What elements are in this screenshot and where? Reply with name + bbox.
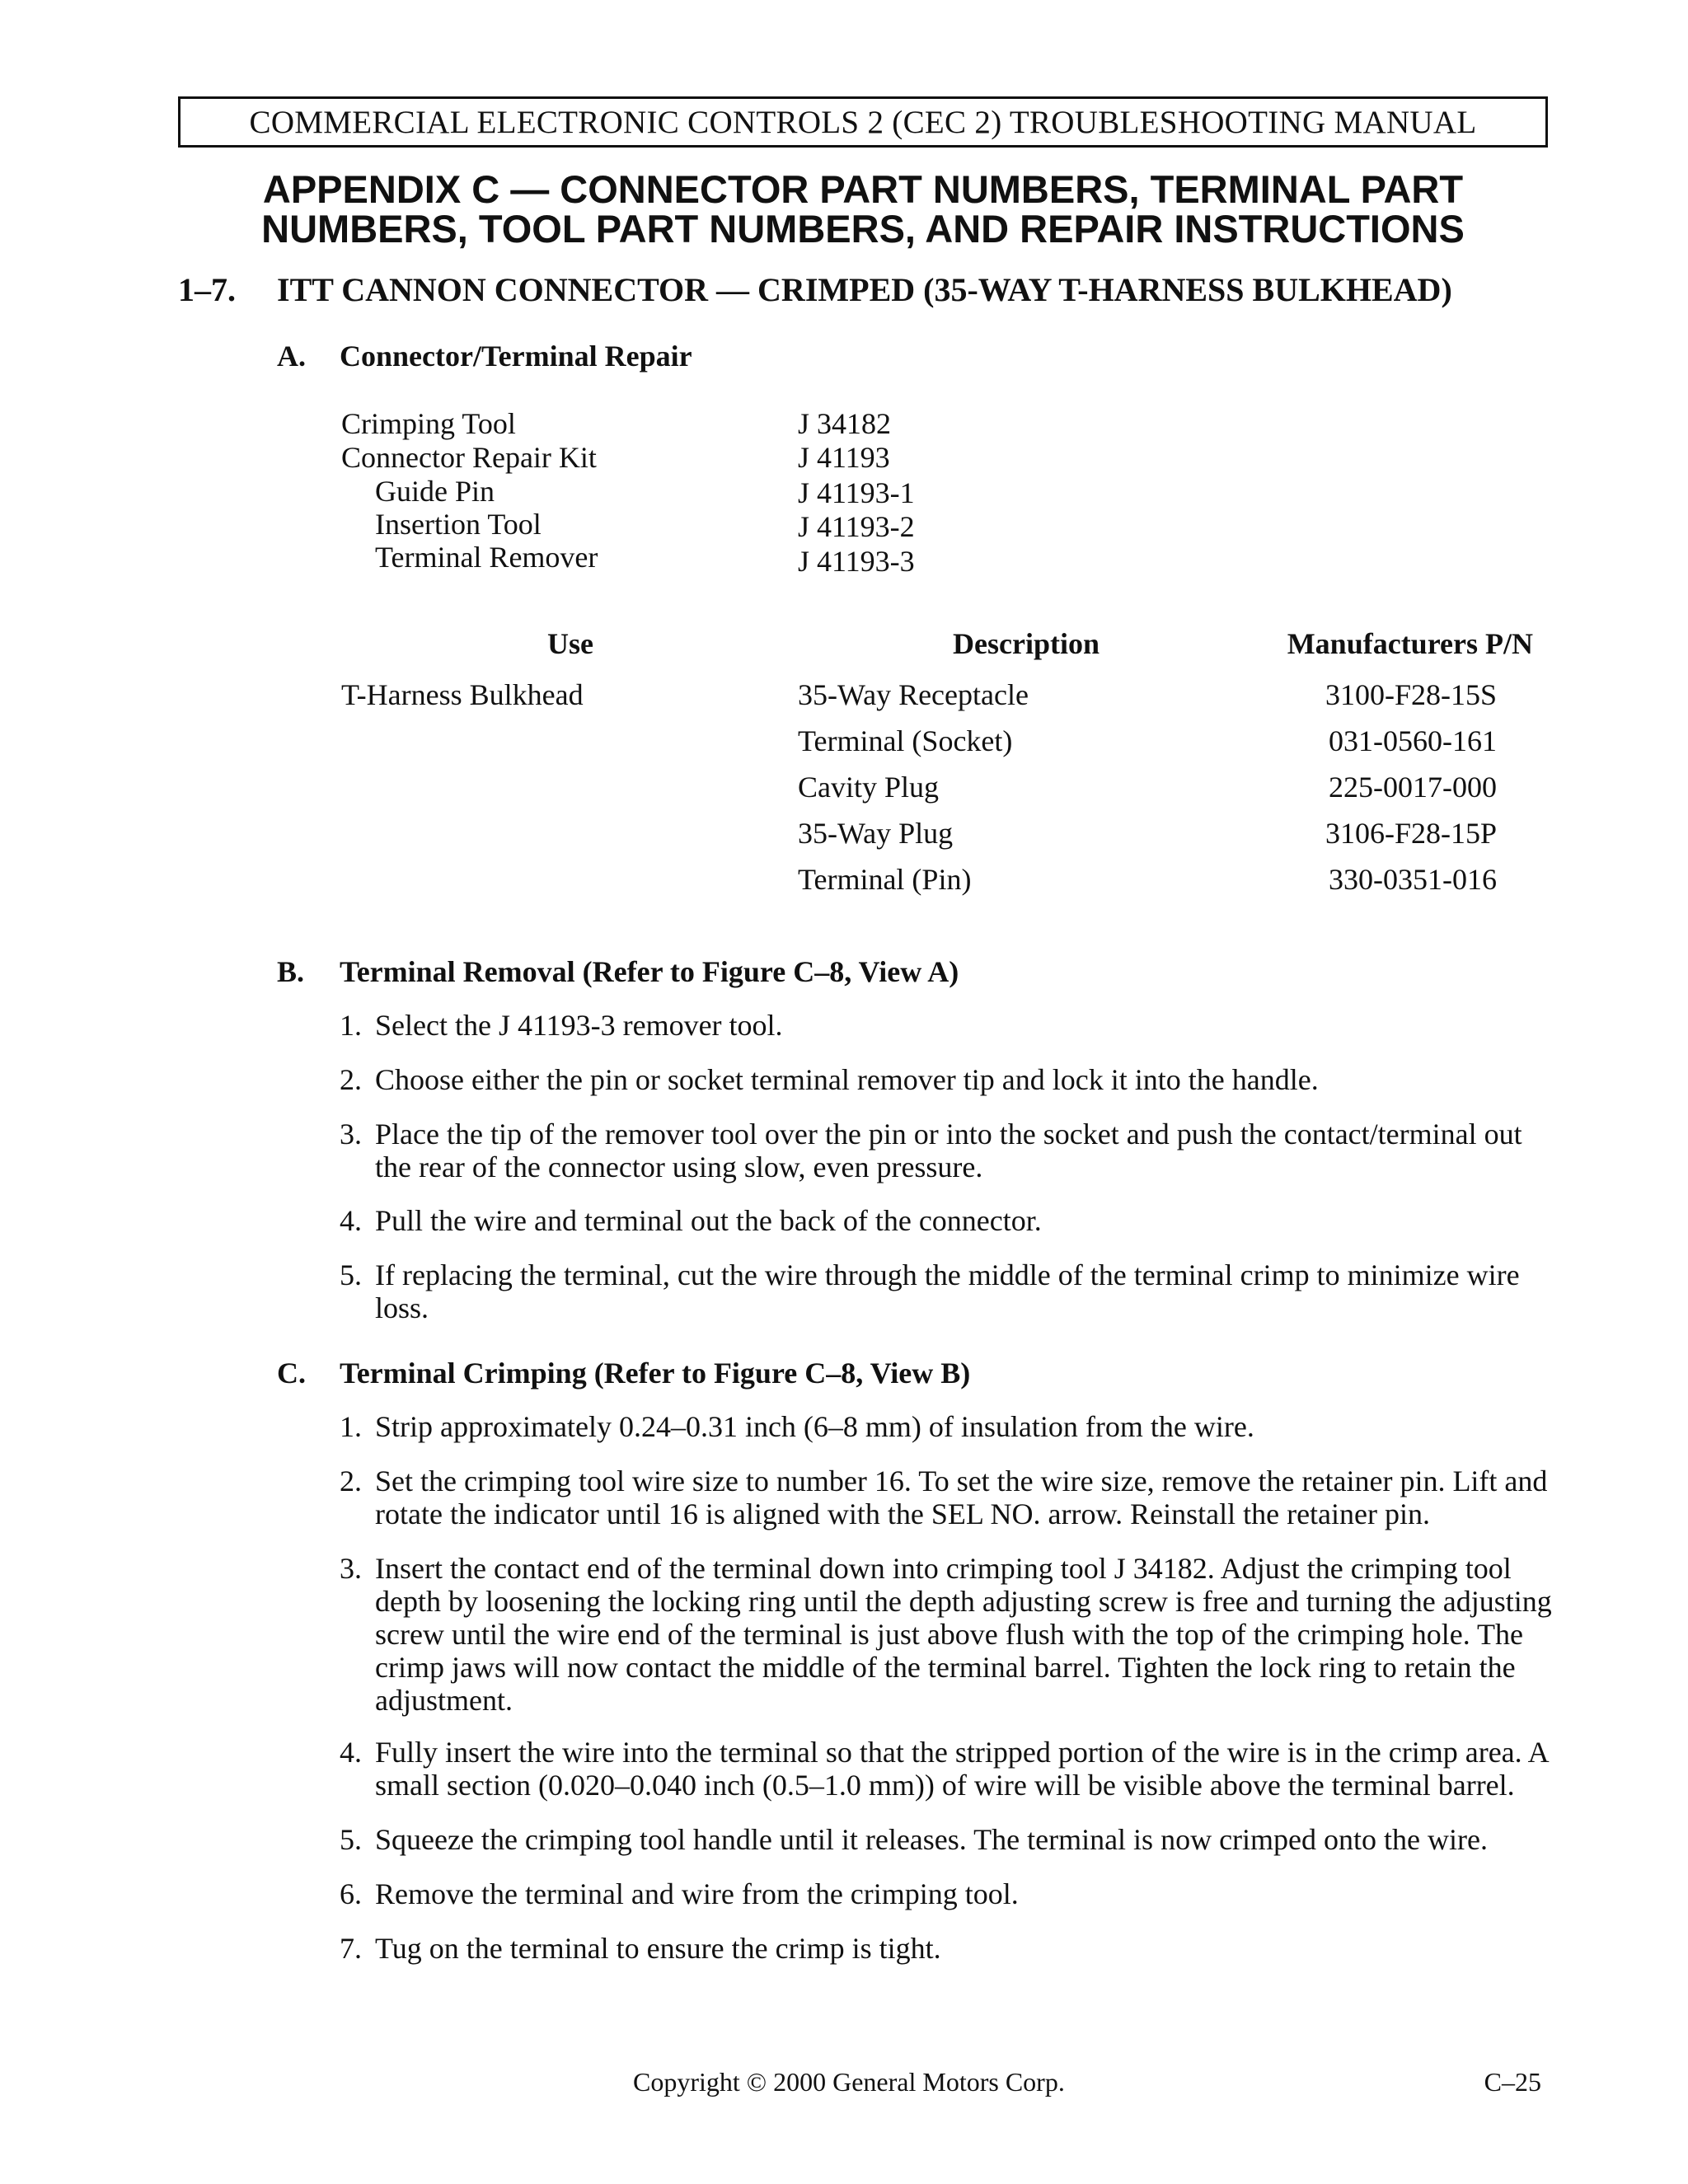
cell-description: Terminal (Pin) [798, 863, 972, 896]
cell-pn: 225-0017-000 [1329, 771, 1497, 804]
step-text: If replacing the terminal, cut the wire through the middle of the terminal crimp to minimize wire loss. [375, 1258, 1520, 1324]
step-number: 2. [340, 1063, 362, 1096]
step-text: Pull the wire and terminal out the back of the connector. [375, 1204, 1042, 1237]
subsection-c-title: Terminal Crimping (Refer to Figure C–8, View B) [340, 1357, 971, 1390]
cell-pn: 031-0560-161 [1329, 724, 1497, 757]
tool-name: Crimping Tool [341, 407, 516, 440]
step-number: 3. [340, 1118, 362, 1151]
tool-name: Terminal Remover [375, 541, 598, 574]
appendix-title-line-1: APPENDIX C — CONNECTOR PART NUMBERS, TERMINAL PART [262, 167, 1464, 211]
manual-title: COMMERCIAL ELECTRONIC CONTROLS 2 (CEC 2) TROUBLESHOOTING MANUAL [249, 104, 1477, 140]
tool-part: J 41193-2 [798, 510, 915, 543]
subsection-c-letter: C. [277, 1357, 306, 1390]
cell-use: T-Harness Bulkhead [341, 678, 584, 711]
step-number: 5. [340, 1258, 362, 1291]
step-text: Insert the contact end of the terminal down into crimping tool J 34182. Adjust the crimping tool depth by loosening the locking ring until the depth adjusting screw is free and turning the adjusting screw until the wire end of the terminal is just above flush with the top of the crimping hole. The crimp jaws will now contact the middle of the terminal barrel. Tighten the lock ring to retain the adjustment. [375, 1552, 1552, 1717]
tool-part: J 41193 [798, 441, 890, 474]
step-number: 4. [340, 1204, 362, 1237]
copyright-notice: Copyright © 2000 General Motors Corp. [633, 2067, 1065, 2097]
section-title: ITT CANNON CONNECTOR — CRIMPED (35-WAY T-HARNESS BULKHEAD) [277, 271, 1452, 308]
step-number: 5. [340, 1823, 362, 1856]
section-number: 1–7. [178, 271, 236, 308]
cell-description: 35-Way Plug [798, 817, 954, 850]
col-header-description: Description [953, 627, 1100, 660]
tool-name: Guide Pin [375, 475, 495, 508]
step-text: Select the J 41193-3 remover tool. [375, 1009, 783, 1042]
step-number: 6. [340, 1877, 362, 1910]
cell-description: Terminal (Socket) [798, 724, 1013, 757]
step-text: Fully insert the wire into the terminal so that the stripped portion of the wire is in the crimp area. A small section (0.020–0.040 inch (0.5–1.0 mm)) of wire will be visible above the terminal barrel. [375, 1736, 1548, 1802]
step-number: 2. [340, 1465, 362, 1497]
manual-header [178, 96, 1548, 148]
subsection-a-title: Connector/Terminal Repair [340, 340, 692, 373]
cell-description: 35-Way Receptacle [798, 678, 1029, 711]
tool-name: Insertion Tool [375, 508, 542, 541]
subsection-b-letter: B. [277, 955, 305, 988]
step-text: Squeeze the crimping tool handle until it releases. The terminal is now crimped onto the wire. [375, 1823, 1488, 1856]
tool-part: J 41193-1 [798, 476, 915, 509]
subsection-b-title: Terminal Removal (Refer to Figure C–8, View A) [340, 955, 959, 988]
step-text: Strip approximately 0.24–0.31 inch (6–8 mm) of insulation from the wire. [375, 1410, 1254, 1443]
step-number: 1. [340, 1009, 362, 1042]
col-header-pn: Manufacturers P/N [1287, 627, 1533, 660]
cell-description: Cavity Plug [798, 771, 940, 804]
tool-part: J 34182 [798, 407, 892, 440]
tool-part: J 41193-3 [798, 545, 915, 578]
step-text: Remove the terminal and wire from the crimping tool. [375, 1877, 1019, 1910]
appendix-title-line-2: NUMBERS, TOOL PART NUMBERS, AND REPAIR INSTRUCTIONS [261, 207, 1465, 251]
cell-pn: 3106-F28-15P [1325, 817, 1497, 850]
step-number: 7. [340, 1932, 362, 1965]
subsection-a-letter: A. [277, 340, 306, 373]
step-number: 3. [340, 1552, 362, 1585]
col-header-use: Use [547, 627, 593, 660]
page-number: C–25 [1484, 2067, 1541, 2097]
step-text: Place the tip of the remover tool over the pin or into the socket and push the contact/terminal out the rear of the connector using slow, even pressure. [375, 1118, 1522, 1183]
cell-pn: 3100-F28-15S [1325, 678, 1497, 711]
step-text: Choose either the pin or socket terminal remover tip and lock it into the handle. [375, 1063, 1319, 1096]
cell-pn: 330-0351-016 [1329, 863, 1497, 896]
step-number: 4. [340, 1736, 362, 1769]
step-text: Tug on the terminal to ensure the crimp is tight. [375, 1932, 941, 1965]
step-number: 1. [340, 1410, 362, 1443]
step-text: Set the crimping tool wire size to number 16. To set the wire size, remove the retainer pin. Lift and rotate the indicator until 16 is aligned with the SEL NO. arrow. Reinstall the retainer pin. [375, 1465, 1548, 1530]
tool-name: Connector Repair Kit [341, 441, 597, 474]
